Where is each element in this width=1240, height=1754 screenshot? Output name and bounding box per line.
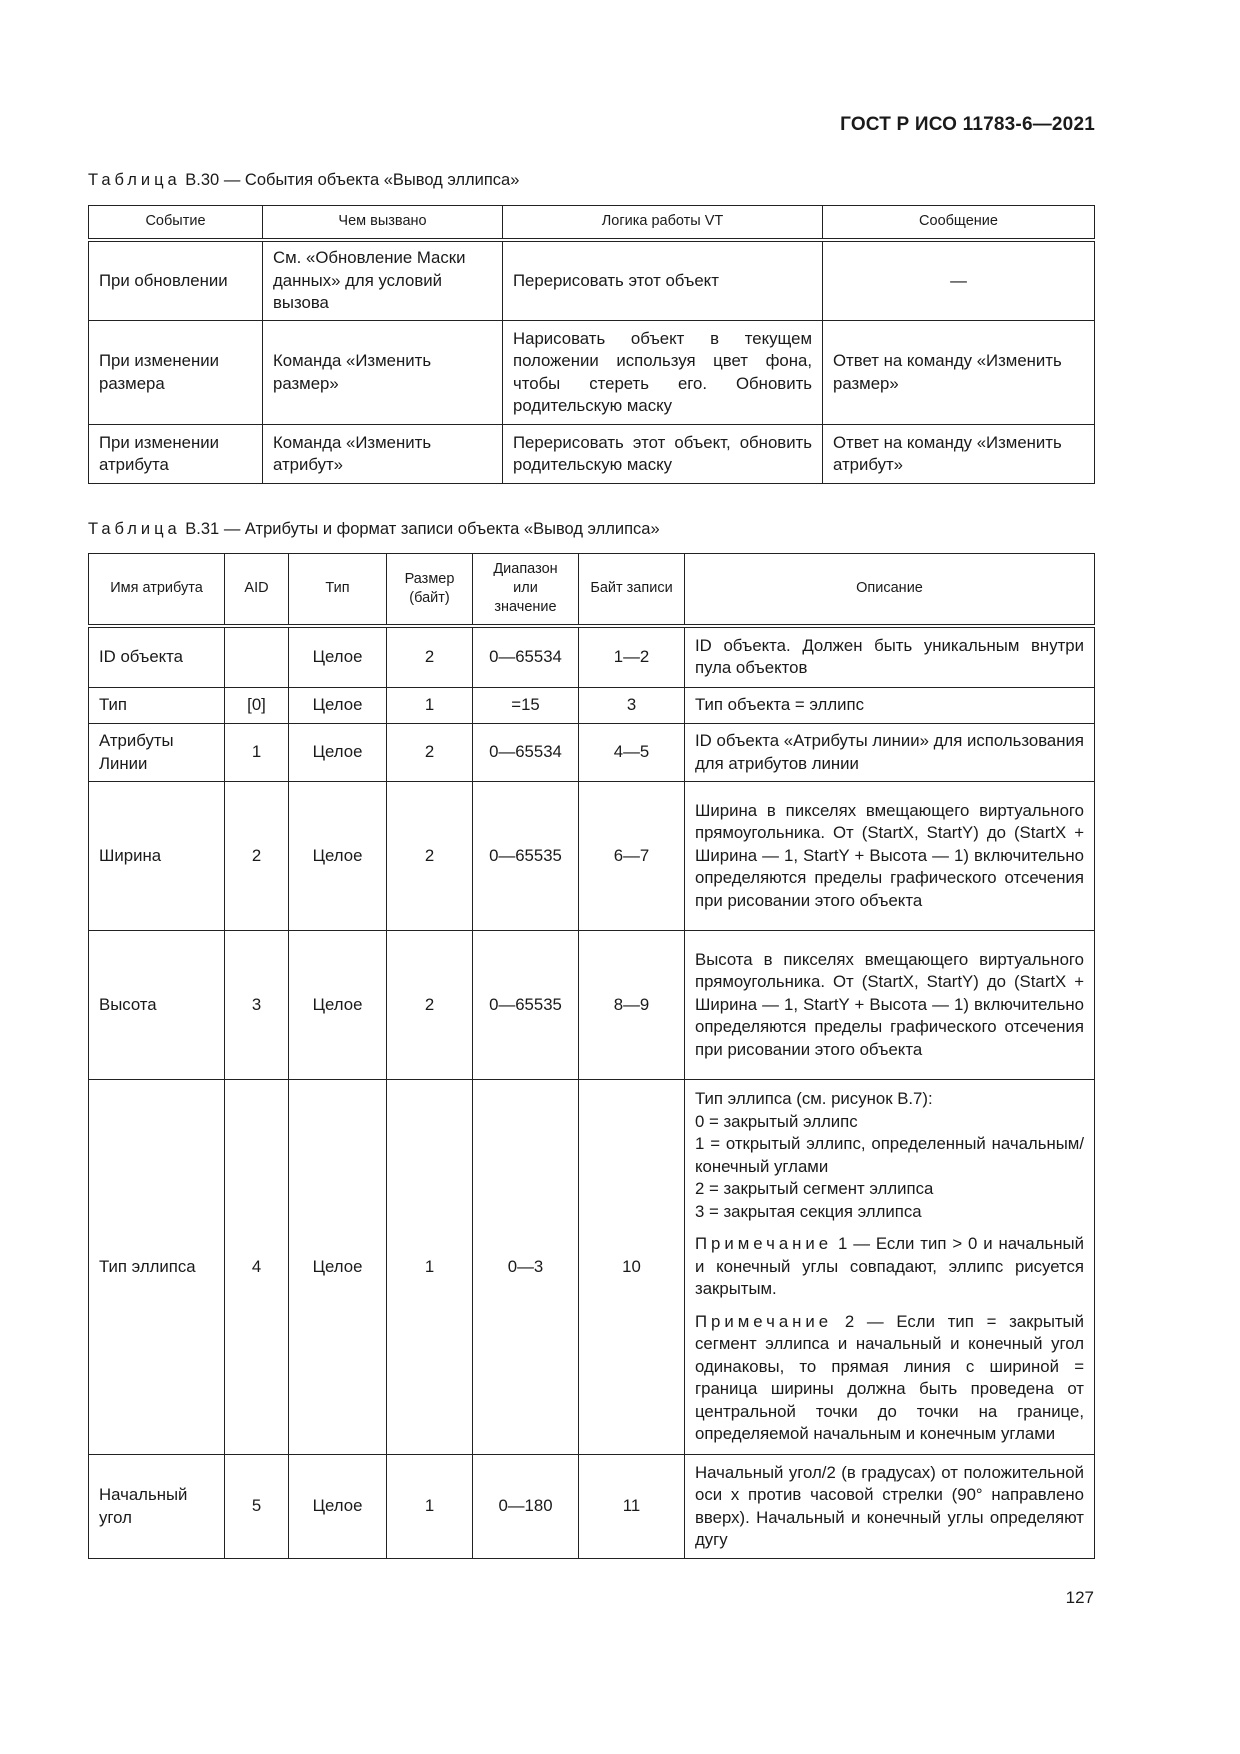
note-2-text: 2 — Если тип = закрытый сегмент эллипса и начальный и конечный угол одинаковы, то прямая линия с шириной = граница ширины должна быть проведена от центральной точки до точки на границе, определяемой начальным и конечным углами <box>695 1311 1084 1444</box>
note-1 <box>695 1233 1084 1301</box>
t30-cell: При изменении атрибута <box>89 425 263 484</box>
ellipse-type-line: 3 = закрытая секция эллипса <box>695 1201 922 1221</box>
t30-header-message: Сообщение <box>823 206 1095 240</box>
t31-name: Тип <box>89 688 225 724</box>
t31-header-size: Размер (байт) <box>387 554 473 626</box>
t30-cell: Ответ на команду «Изменить атрибут» <box>823 425 1095 484</box>
t31-bytes: 6—7 <box>579 782 685 931</box>
t31-aid: 1 <box>225 724 289 782</box>
table-row <box>89 240 1095 321</box>
t31-size: 1 <box>387 1455 473 1559</box>
t31-range: 0—65535 <box>473 782 579 931</box>
t30-cell: Ответ на команду «Изменить размер» <box>823 321 1095 425</box>
t31-bytes: 8—9 <box>579 931 685 1080</box>
table-30 <box>88 205 1095 484</box>
table-31-caption <box>88 520 660 539</box>
t31-range: 0—3 <box>473 1080 579 1455</box>
t31-range: 0—65534 <box>473 626 579 688</box>
t31-range: 0—65535 <box>473 931 579 1080</box>
table-row <box>89 321 1095 425</box>
t30-cell: Нарисовать объект в текущем положении используя цвет фона, чтобы стереть его. Обновить родительскую маску <box>503 321 823 425</box>
t31-type: Целое <box>289 724 387 782</box>
t30-cell: См. «Обновление Маски данных» для условий вызова <box>263 240 503 321</box>
t31-size: 1 <box>387 1080 473 1455</box>
t30-header-cause: Чем вызвано <box>263 206 503 240</box>
t31-size: 1 <box>387 688 473 724</box>
t31-header-description: Описание <box>685 554 1095 626</box>
t31-range: 0—180 <box>473 1455 579 1559</box>
t31-header-range: Диапазон или значение <box>473 554 579 626</box>
t30-cell: Команда «Изменить атрибут» <box>263 425 503 484</box>
t31-type: Целое <box>289 626 387 688</box>
t31-name: Высота <box>89 931 225 1080</box>
t31-header-bytes: Байт записи <box>579 554 685 626</box>
table-row <box>89 724 1095 782</box>
t31-range: 0—65534 <box>473 724 579 782</box>
t31-bytes: 10 <box>579 1080 685 1455</box>
t31-type: Целое <box>289 688 387 724</box>
t30-header-event: Событие <box>89 206 263 240</box>
table-row <box>89 931 1095 1080</box>
ellipse-type-line: Тип эллипса (см. рисунок В.7): <box>695 1089 933 1109</box>
t31-size: 2 <box>387 782 473 931</box>
table-31-caption-prefix: Таблица <box>88 520 181 538</box>
ellipse-type-line: 2 = закрытый сегмент эллипса <box>695 1179 934 1199</box>
t31-bytes: 1—2 <box>579 626 685 688</box>
table-row <box>89 425 1095 484</box>
t31-type: Целое <box>289 1080 387 1455</box>
t31-description: Высота в пикселях вмещающего виртуального прямоугольника. От (StartX, StartY) до (StartX + Ширина — 1, StartY + Высота — 1) включительно определяются пределы графического отсечения при рисовании этого объекта <box>685 931 1095 1080</box>
t31-aid: [0] <box>225 688 289 724</box>
t31-size: 2 <box>387 931 473 1080</box>
table-30-caption-prefix: Таблица <box>88 171 181 189</box>
t31-range: =15 <box>473 688 579 724</box>
t31-type: Целое <box>289 782 387 931</box>
note-1-text: 1 — Если тип > 0 и начальный и конечный углы совпадают, эллипс рисуется закрытым. <box>695 1234 1084 1299</box>
t30-cell: Перерисовать этот объект, обновить родительскую маску <box>503 425 823 484</box>
note-1-label: Примечание <box>695 1234 833 1254</box>
t31-size: 2 <box>387 626 473 688</box>
t31-description: Тип объекта = эллипс <box>685 688 1095 724</box>
t31-description: ID объекта. Должен быть уникальным внутри пула объектов <box>685 626 1095 688</box>
t31-size: 2 <box>387 724 473 782</box>
standard-designation: ГОСТ Р ИСО 11783-6—2021 <box>840 114 1095 135</box>
t31-aid: 4 <box>225 1080 289 1455</box>
t31-type: Целое <box>289 1455 387 1559</box>
table-row <box>89 688 1095 724</box>
t31-name: Ширина <box>89 782 225 931</box>
t30-cell: Перерисовать этот объект <box>503 240 823 321</box>
t31-type: Целое <box>289 931 387 1080</box>
ellipse-type-line: 1 = открытый эллипс, определенный начальным/конечный углами <box>695 1134 1084 1176</box>
table-31-caption-text: В.31 — Атрибуты и формат записи объекта «Вывод эллипса» <box>180 520 660 538</box>
t31-header-type: Тип <box>289 554 387 626</box>
t31-header-name: Имя атрибута <box>89 554 225 626</box>
t31-aid: 3 <box>225 931 289 1080</box>
page-number: 127 <box>1065 1588 1094 1607</box>
t31-aid: 5 <box>225 1455 289 1559</box>
t31-description <box>685 1080 1095 1455</box>
t31-aid: 2 <box>225 782 289 931</box>
t30-cell: — <box>823 240 1095 321</box>
t31-bytes: 3 <box>579 688 685 724</box>
table-row <box>89 626 1095 688</box>
note-2 <box>695 1311 1084 1446</box>
t31-name: Атрибуты Линии <box>89 724 225 782</box>
note-2-label: Примечание <box>695 1311 833 1331</box>
table-30-caption-text: В.30 — События объекта «Вывод эллипса» <box>180 171 520 189</box>
t30-cell: При изменении размера <box>89 321 263 425</box>
t31-aid <box>225 626 289 688</box>
t31-name: ID объекта <box>89 626 225 688</box>
table-row <box>89 1080 1095 1455</box>
t30-cell: При обновлении <box>89 240 263 321</box>
t31-header-aid: AID <box>225 554 289 626</box>
t31-description: Начальный угол/2 (в градусах) от положительной оси х против часовой стрелки (90° направлено вверх). Начальный и конечный углы определяют дугу <box>685 1455 1095 1559</box>
t30-header-logic: Логика работы VT <box>503 206 823 240</box>
t30-cell: Команда «Изменить размер» <box>263 321 503 425</box>
ellipse-type-line: 0 = закрытый эллипс <box>695 1111 858 1131</box>
t31-name: Начальный угол <box>89 1455 225 1559</box>
t31-bytes: 4—5 <box>579 724 685 782</box>
table-30-caption <box>88 171 519 190</box>
t31-description: Ширина в пикселях вмещающего виртуального прямоугольника. От (StartX, StartY) до (StartX + Ширина — 1, StartY + Высота — 1) включительно определяются пределы графического отсечения при рисовании этого объекта <box>685 782 1095 931</box>
t31-description: ID объекта «Атрибуты линии» для использования для атрибутов линии <box>685 724 1095 782</box>
t31-name: Тип эллипса <box>89 1080 225 1455</box>
table-row <box>89 1455 1095 1559</box>
t31-bytes: 11 <box>579 1455 685 1559</box>
table-row <box>89 782 1095 931</box>
table-31 <box>88 553 1095 1559</box>
